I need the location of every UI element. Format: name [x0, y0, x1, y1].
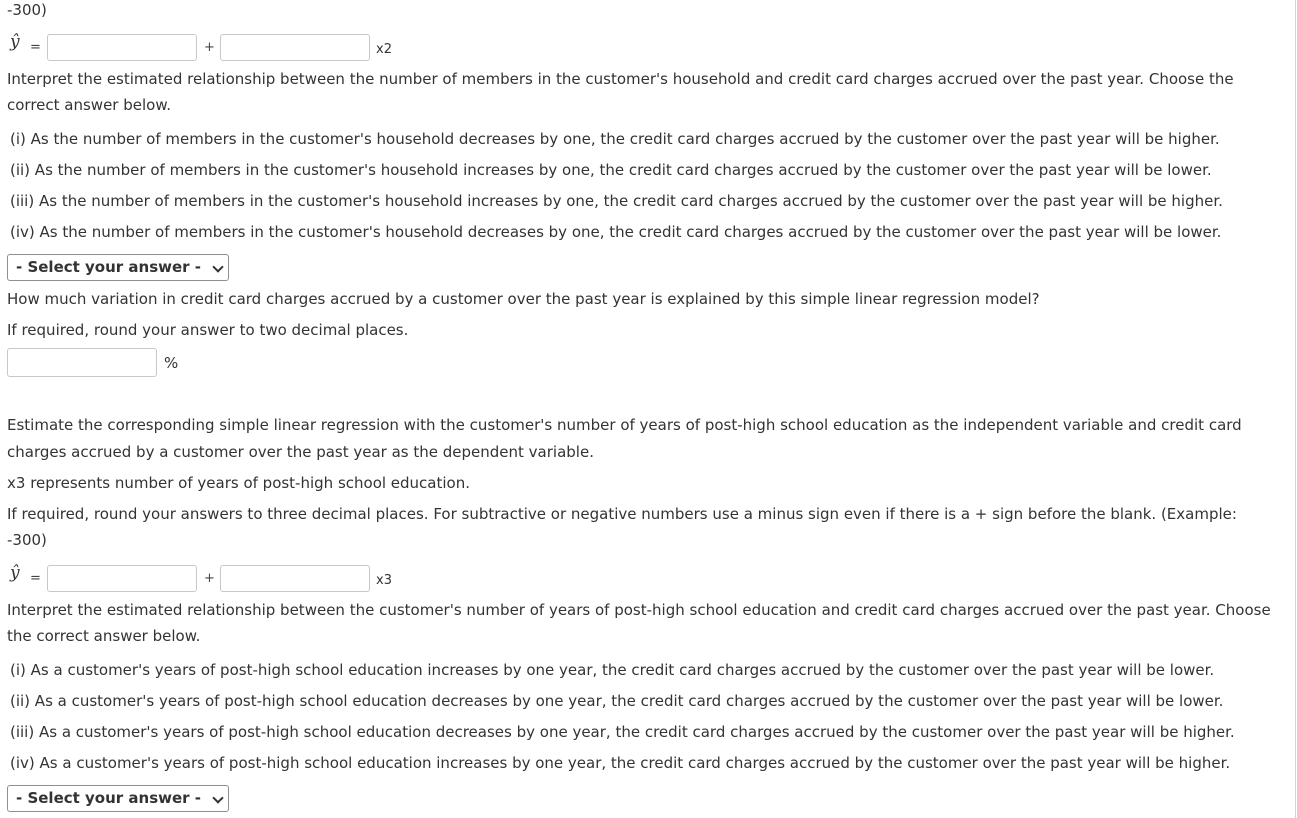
option-x2-i: (i) As the number of members in the customer's household decreases by one, the credit card charges accrued by the customer over the past year will be higher.	[10, 130, 1220, 148]
equals-sign: =	[30, 571, 41, 586]
option-x3-iv: (iv) As a customer's years of post-high school education increases by one year, the credit card charges accrued by the customer over the past year will be higher.	[10, 754, 1231, 772]
slope-input-x2[interactable]	[220, 34, 370, 61]
chevron-down-icon	[212, 792, 223, 803]
page-right-border	[1295, 0, 1296, 818]
answer-select-x2[interactable]	[7, 254, 229, 281]
percent-sign: %	[164, 354, 179, 372]
round-note-three-decimals-line1: If required, round your answers to three decimal places. For subtractive or negative numbers use a minus sign even if there is a + sign before the blank. (Example:	[7, 505, 1237, 523]
select-label: - Select your answer -	[16, 258, 202, 276]
yhat-symbol: ŷ	[10, 32, 20, 52]
x3-definition: x3 represents number of years of post-high school education.	[7, 474, 471, 492]
option-x3-i: (i) As a customer's years of post-high school education increases by one year, the credit card charges accrued by the customer over the past year will be lower.	[10, 661, 1215, 679]
option-x3-ii: (ii) As a customer's years of post-high school education decreases by one year, the credit card charges accrued by the customer over the past year will be lower.	[10, 692, 1224, 710]
round-note-two-decimals: If required, round your answer to two decimal places.	[7, 321, 409, 339]
round-note-three-decimals-line2: -300)	[7, 531, 47, 549]
interpret-prompt-x3-line1: Interpret the estimated relationship between the customer's number of years of post-high school education and credit card charges accrued over the past year. Choose	[7, 601, 1271, 619]
estimate-instruction-line2: charges accrued by a customer over the past year as the dependent variable.	[7, 443, 594, 461]
option-x2-ii: (ii) As the number of members in the customer's household increases by one, the credit card charges accrued by the customer over the past year will be lower.	[10, 161, 1212, 179]
option-x2-iv: (iv) As the number of members in the customer's household decreases by one, the credit card charges accrued by the customer over the past year will be lower.	[10, 223, 1222, 241]
chevron-down-icon	[212, 261, 223, 272]
intercept-input-x2[interactable]	[47, 34, 197, 61]
select-label: - Select your answer -	[16, 789, 202, 807]
option-x3-iii: (iii) As a customer's years of post-high school education decreases by one year, the credit card charges accrued by the customer over the past year will be higher.	[10, 723, 1235, 741]
plus-sign: +	[204, 571, 215, 586]
estimate-instruction-line1: Estimate the corresponding simple linear regression with the customer's number of years of post-high school education as the independent variable and credit card	[7, 416, 1242, 434]
answer-select-x3[interactable]	[7, 785, 229, 812]
example-tail-text: -300)	[7, 1, 47, 19]
interpret-prompt-x3-line2: the correct answer below.	[7, 627, 201, 645]
option-x2-iii: (iii) As the number of members in the customer's household increases by one, the credit card charges accrued by the customer over the past year will be higher.	[10, 192, 1223, 210]
plus-sign: +	[204, 40, 215, 55]
variation-question: How much variation in credit card charges accrued by a customer over the past year is explained by this simple linear regression model?	[7, 290, 1040, 308]
variation-percent-input[interactable]	[7, 348, 157, 377]
slope-input-x3[interactable]	[220, 565, 370, 592]
yhat-symbol: ŷ	[10, 563, 20, 583]
equals-sign: =	[30, 40, 41, 55]
interpret-prompt-x2-line1: Interpret the estimated relationship between the number of members in the customer's household and credit card charges accrued over the past year. Choose the	[7, 70, 1234, 88]
interpret-prompt-x2-line2: correct answer below.	[7, 96, 171, 114]
intercept-input-x3[interactable]	[47, 565, 197, 592]
x2-variable-label: x2	[376, 42, 392, 57]
x3-variable-label: x3	[376, 573, 392, 588]
